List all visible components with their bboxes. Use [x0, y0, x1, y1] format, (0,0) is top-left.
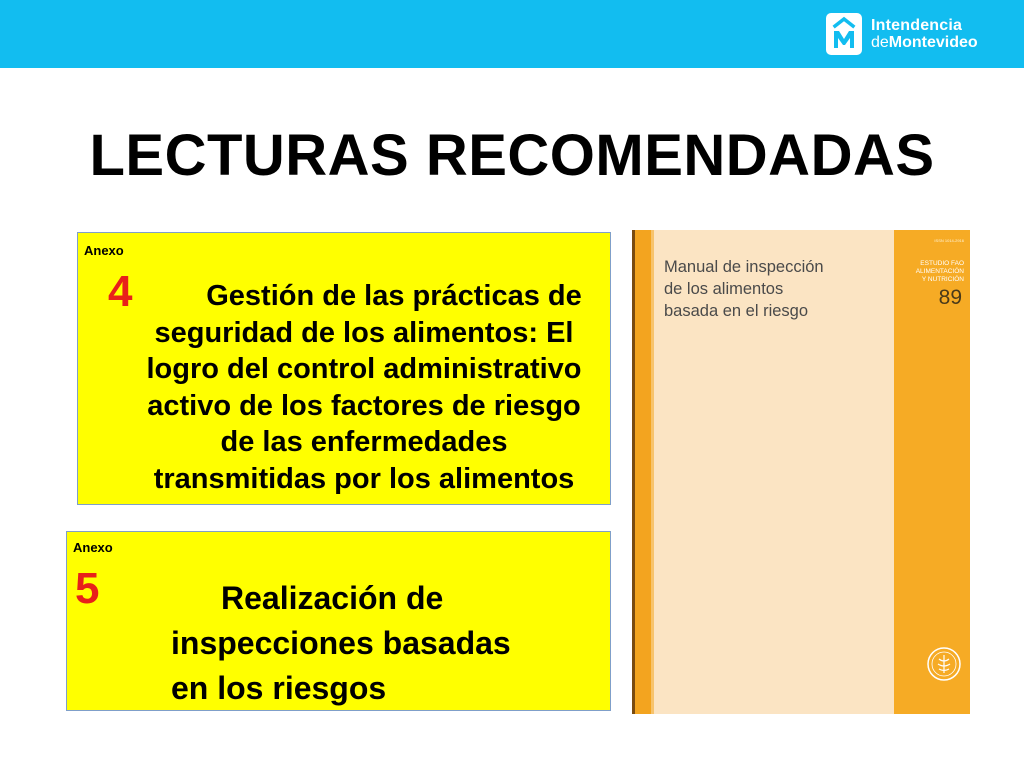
annex-desc-line: de las enfermedades [220, 426, 508, 458]
series-number: 89 [938, 286, 962, 309]
series-line: ALIMENTACIÓN [915, 268, 964, 275]
annex-number: 5 [75, 564, 100, 613]
intendencia-logo [826, 12, 978, 56]
book-title-line: de los alimentos [664, 280, 784, 298]
issn-text: ISSN 1014-2916 [934, 238, 964, 243]
book-cover [632, 230, 970, 714]
logo-line2-prefix: de [871, 34, 889, 51]
logo-line2-bold: Montevideo [888, 34, 978, 51]
cover-stripe [651, 230, 654, 714]
annex-5-box [66, 531, 611, 711]
annex-4-box [77, 232, 611, 505]
series-line: ESTUDIO FAO [920, 260, 964, 267]
header-bar [0, 0, 1024, 68]
book-title-line: Manual de inspección [664, 258, 824, 276]
annex-desc-line: activo de los factores de riesgo [147, 389, 581, 422]
cover-series-band [894, 230, 970, 714]
annex-desc-line: transmitidas por los alimentos [153, 462, 575, 495]
annex-desc-line: en los riesgos [171, 670, 387, 706]
annex-desc-line: Gestión de las prácticas de [206, 280, 582, 312]
annex-desc-line: seguridad de los alimentos: El [154, 316, 574, 349]
intendencia-logo-icon [826, 13, 862, 55]
page-title: LECTURAS RECOMENDADAS [89, 123, 935, 188]
cover-stripe [635, 230, 651, 714]
annex-number: 4 [108, 267, 133, 316]
annex-desc-line: inspecciones basadas [171, 625, 511, 661]
book-title-line: basada en el riesgo [664, 302, 809, 320]
series-line: Y NUTRICIÓN [921, 276, 964, 283]
fao-seal-icon [926, 646, 962, 687]
logo-line2 [871, 34, 978, 51]
annex-desc-line: Realización de [221, 580, 444, 616]
annex-description [171, 576, 611, 711]
annex-label: Anexo [84, 243, 124, 258]
logo-line1: Intendencia [871, 17, 963, 34]
book-title [664, 256, 874, 322]
logo-text [871, 17, 978, 51]
annex-label: Anexo [73, 540, 113, 555]
annex-desc-line: logro del control administrativo [146, 353, 582, 385]
series-name [916, 260, 964, 284]
annex-description [118, 278, 610, 497]
